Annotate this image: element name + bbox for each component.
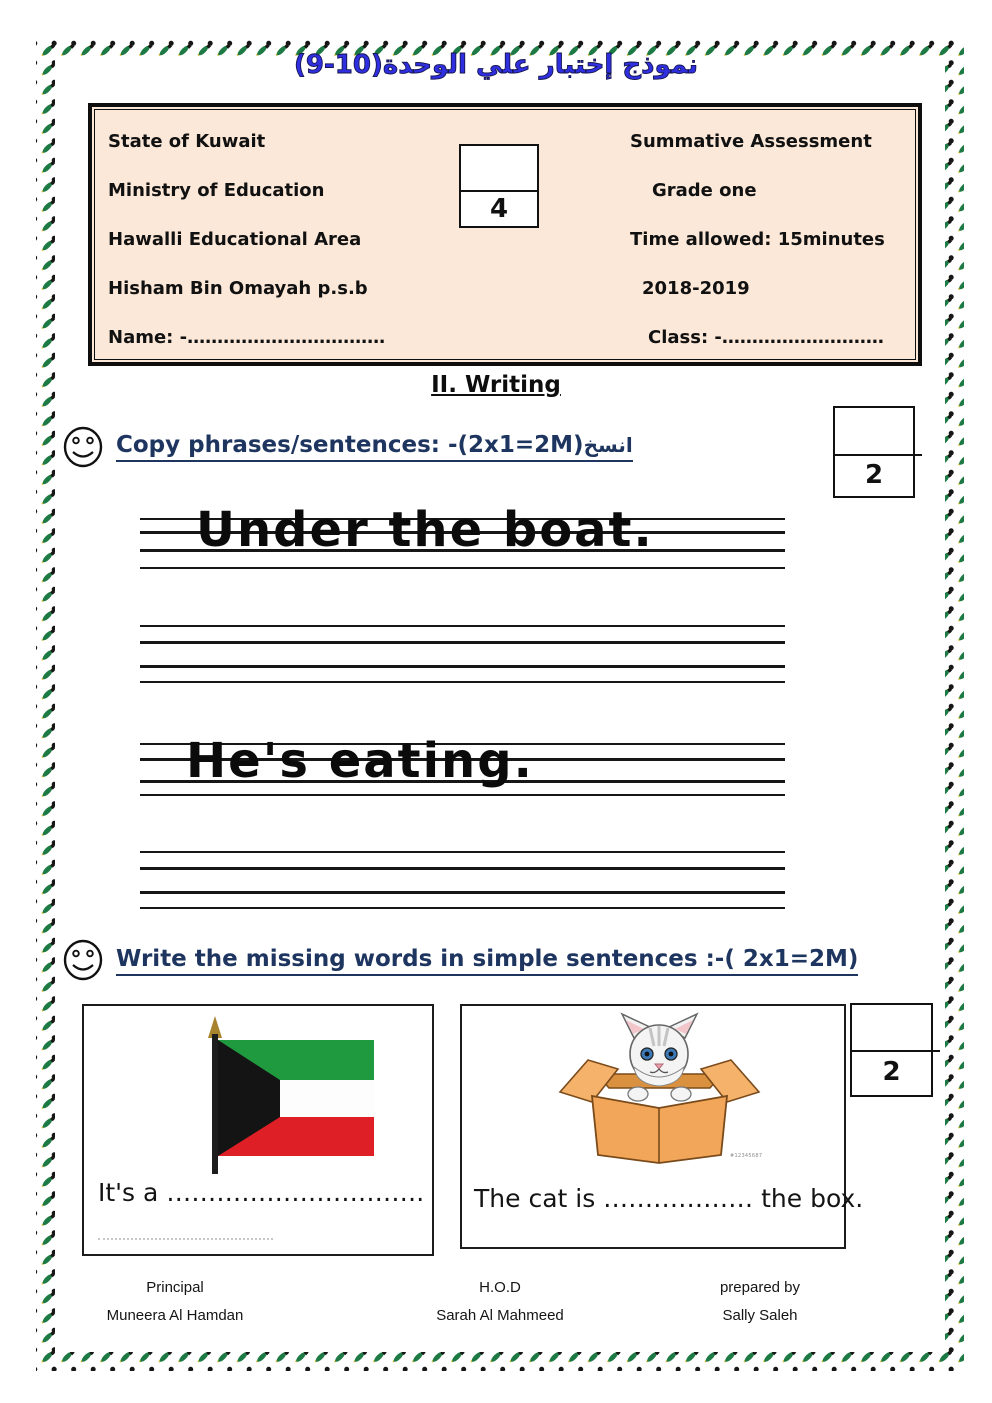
footer-prepared-by [645,1274,875,1330]
handwriting-line [140,907,785,909]
handwriting-line [140,641,785,644]
score-divider [459,190,539,192]
handwriting-line [140,567,785,569]
total-score-value: 4 [489,194,509,224]
handwriting-line [140,851,785,853]
footer-name: Muneera Al Hamdan [106,1307,244,1324]
footer-role: prepared by [719,1279,801,1296]
school-info-text: Hawalli Educational Area [108,229,362,250]
footer-name: Sarah Al Mahmeed [436,1307,564,1324]
score-divider [833,454,922,456]
header-row [92,278,918,302]
school-info-text: Hisham Bin Omayah p.s.b [108,278,368,299]
total-score-box [459,144,539,228]
footer-role: Principal [146,1279,204,1296]
exam-info-text: Time allowed: 15minutes [630,229,885,250]
exam-info-text: Summative Assessment [630,131,872,152]
flag-caption: It's a …………………………. [98,1178,425,1207]
q2-prompt [116,946,858,976]
school-info-text: State of Kuwait [108,131,266,152]
handwriting-line [140,867,785,870]
footer-role: H.O.D [479,1279,521,1296]
q2-score-value: 2 [882,1057,901,1087]
smiley-icon [62,425,104,469]
kuwait-flag-image [132,1016,382,1178]
smiley-icon [62,938,104,982]
image-watermark: #12345687 [730,1153,763,1159]
footer-hod [385,1274,615,1330]
cat-in-box-image [542,1012,777,1164]
q1-prompt [116,432,633,462]
handwriting-line [140,665,785,668]
page-title-arabic: نموذج إختبار علي الوحدة(10-9) [294,50,698,80]
flag-question-box [82,1004,434,1256]
score-divider [850,1050,940,1052]
scan-artifact-dots [98,1238,273,1240]
header-row [92,327,918,351]
q2-score-box [850,1003,933,1097]
handwriting-line [140,891,785,894]
header-row [92,229,918,253]
q2-prompt-text: Write the missing words in simple sentences :-( 2x1=2M) [116,946,859,972]
section-title: II. Writing [431,372,561,398]
handwriting-line [140,681,785,683]
class-field-line: Class: -……………………… [648,327,884,348]
exam-info-text: 2018-2019 [642,278,750,299]
handwriting-line [140,794,785,796]
exam-info-text: Grade one [652,180,757,201]
handwriting-line [140,625,785,627]
copy-text-2: He's eating. [186,733,534,789]
school-info-text: Ministry of Education [108,180,325,201]
school-header-box [88,103,922,366]
footer-principal [60,1274,290,1330]
q1-score-box [833,406,915,498]
q1-score-value: 2 [864,460,884,490]
footer-name: Sally Saleh [722,1307,798,1324]
q1-prompt-arabic: انسخ [583,433,633,457]
name-field-line: Name: -…………………………… [108,327,386,348]
cat-caption: The cat is ……………… the box. [474,1184,864,1213]
cat-question-box [460,1004,864,1249]
q1-prompt-text: Copy phrases/sentences: -(2x1=2M) [116,432,584,458]
copy-text-1: Under the boat. [196,502,654,558]
